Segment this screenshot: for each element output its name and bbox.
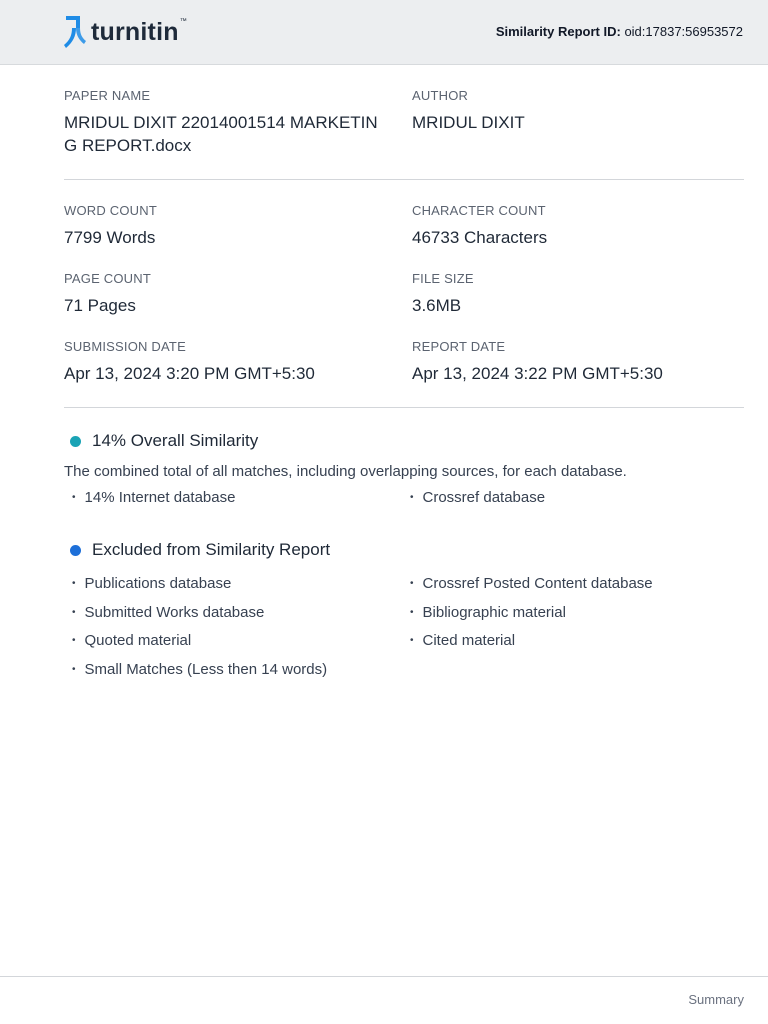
bullet-icon: • bbox=[72, 635, 76, 646]
bullet-icon: • bbox=[410, 607, 414, 618]
bullet-icon: • bbox=[72, 607, 76, 618]
logo-trademark: ™ bbox=[179, 18, 187, 25]
logo-text: turnitin bbox=[91, 17, 179, 46]
list-item-text: Crossref database bbox=[422, 489, 546, 506]
list-item bbox=[410, 604, 566, 621]
word-count-value: 7799 Words bbox=[64, 228, 156, 247]
list-item bbox=[410, 575, 653, 592]
report-id-value: oid:17837:56953572 bbox=[624, 24, 743, 39]
excluded-title: Excluded from Similarity Report bbox=[92, 540, 331, 559]
bullet-icon: • bbox=[410, 492, 414, 503]
list-item bbox=[410, 632, 515, 649]
similarity-description: The combined total of all matches, including overlapping sources, for each database. bbox=[64, 463, 627, 480]
divider-middle bbox=[64, 407, 744, 408]
bullet-icon: • bbox=[410, 578, 414, 589]
overall-similarity-heading bbox=[70, 431, 258, 451]
turnitin-logo bbox=[63, 14, 187, 50]
character-count-value: 46733 Characters bbox=[412, 228, 548, 247]
list-item bbox=[410, 489, 545, 506]
file-size-value: 3.6MB bbox=[412, 296, 462, 315]
page-count-label: PAGE COUNT bbox=[64, 271, 151, 286]
list-item-text: Bibliographic material bbox=[422, 604, 566, 621]
list-item-text: Cited material bbox=[422, 632, 516, 649]
list-item-text: Submitted Works database bbox=[84, 604, 265, 621]
list-item bbox=[72, 661, 327, 678]
list-item bbox=[72, 575, 231, 592]
bullet-icon: • bbox=[410, 635, 414, 646]
similarity-dot-icon bbox=[70, 436, 81, 447]
list-item-text: 14% Internet database bbox=[84, 489, 236, 506]
author-value: MRIDUL DIXIT bbox=[412, 113, 525, 132]
list-item-text: Quoted material bbox=[84, 632, 192, 649]
file-size-label: FILE SIZE bbox=[412, 271, 474, 286]
list-item-text: Crossref Posted Content database bbox=[422, 575, 653, 592]
paper-name-label: PAPER NAME bbox=[64, 88, 151, 103]
report-id-label: Similarity Report ID: bbox=[495, 24, 621, 39]
turnitin-logo-icon bbox=[63, 14, 87, 50]
word-count-label: WORD COUNT bbox=[64, 203, 157, 218]
list-item-text: Small Matches (Less then 14 words) bbox=[84, 661, 328, 678]
excluded-dot-icon bbox=[70, 545, 81, 556]
similarity-report-id bbox=[496, 24, 743, 39]
list-item bbox=[72, 489, 235, 506]
list-item bbox=[72, 604, 264, 621]
list-item-text: Publications database bbox=[84, 575, 232, 592]
page-count-value: 71 Pages bbox=[64, 296, 136, 315]
report-date-value: Apr 13, 2024 3:22 PM GMT+5:30 bbox=[412, 364, 663, 383]
overall-similarity-title: 14% Overall Similarity bbox=[92, 431, 259, 450]
report-date-label: REPORT DATE bbox=[412, 339, 506, 354]
excluded-heading bbox=[70, 540, 330, 560]
bullet-icon: • bbox=[72, 578, 76, 589]
character-count-label: CHARACTER COUNT bbox=[412, 203, 546, 218]
submission-date-value: Apr 13, 2024 3:20 PM GMT+5:30 bbox=[64, 364, 315, 383]
divider-top bbox=[64, 179, 744, 180]
paper-name-line1: MRIDUL DIXIT 22014001514 MARKETIN bbox=[64, 113, 378, 132]
footer-divider bbox=[0, 976, 768, 977]
author-label: AUTHOR bbox=[412, 88, 469, 103]
bullet-icon: • bbox=[72, 492, 76, 503]
bullet-icon: • bbox=[72, 664, 76, 675]
list-item bbox=[72, 632, 191, 649]
report-header bbox=[0, 0, 768, 65]
submission-date-label: SUBMISSION DATE bbox=[64, 339, 186, 354]
footer-summary-label: Summary bbox=[688, 992, 744, 1007]
paper-name-line2: G REPORT.docx bbox=[64, 136, 192, 155]
